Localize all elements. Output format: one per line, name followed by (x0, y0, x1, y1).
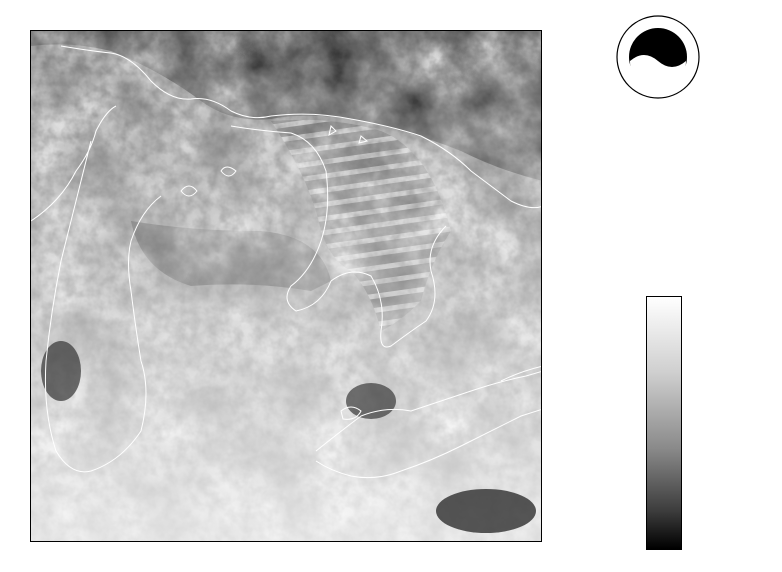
satellite-imagery-svg (31, 31, 542, 542)
southern-haze (31, 31, 542, 542)
noaa-logo (616, 15, 700, 99)
dark-patch-se (436, 489, 536, 533)
colorbar (646, 296, 682, 550)
dark-patch-center (346, 383, 396, 419)
satellite-image (30, 30, 542, 542)
